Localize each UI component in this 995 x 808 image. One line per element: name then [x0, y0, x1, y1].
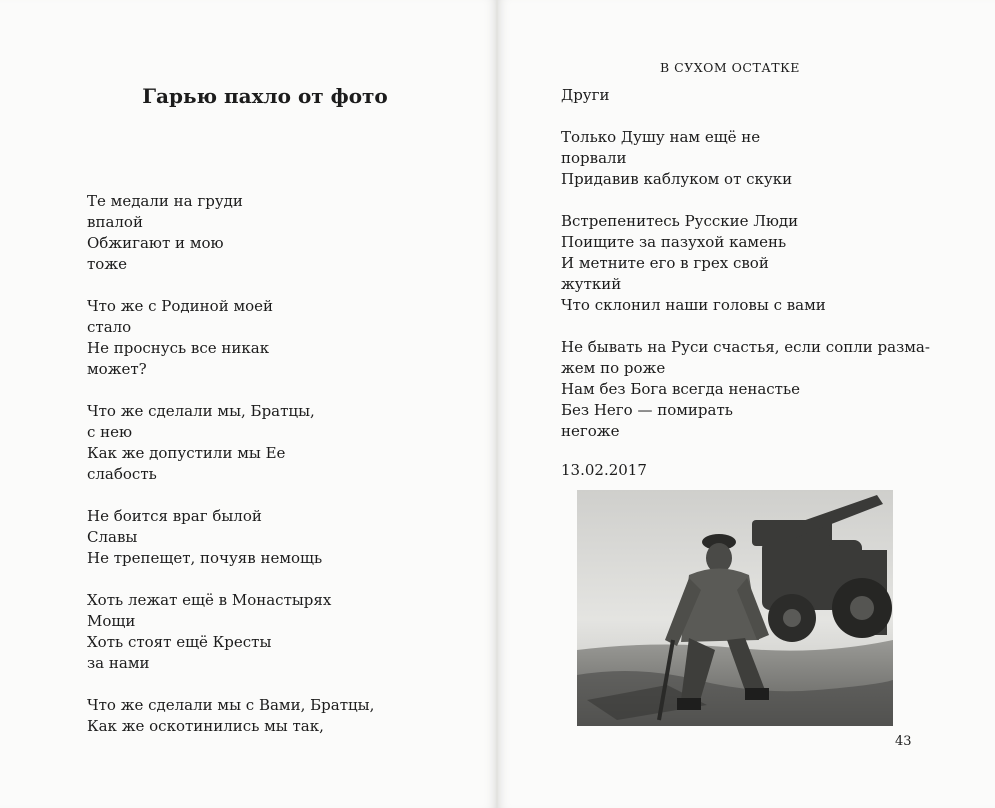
poem-line: Придавив каблуком от скуки: [561, 170, 793, 188]
poem-line: Нам без Бога всегда ненастье: [561, 380, 801, 398]
poem-line: Не трепещет, почуяв немощь: [87, 549, 323, 567]
poem-line: стало: [87, 318, 132, 336]
poem-line: жем по роже: [561, 359, 666, 377]
poem-line: тоже: [87, 255, 128, 273]
poem-line: жуткий: [561, 275, 622, 293]
poem-line: Мощи: [87, 612, 136, 630]
poem-line: Как же допустили мы Ее: [87, 444, 286, 462]
stanza: [87, 695, 417, 737]
poem-line: Не бывать на Руси счастья, если сопли разма-: [561, 338, 930, 356]
poem-line: Что же сделали мы, Братцы,: [87, 402, 315, 420]
poem-line: Без Него — помирать: [561, 401, 733, 419]
poem-title: Гарью пахло от фото: [142, 84, 388, 108]
poem-line: Обжигают и мою: [87, 234, 224, 252]
stanza: [561, 211, 911, 316]
poem-line: Не проснусь все никак: [87, 339, 270, 357]
poem-line: Те медали на груди: [87, 192, 243, 210]
poem-line: Славы: [87, 528, 138, 546]
poem-line: с нею: [87, 423, 133, 441]
poem-line: Поищите за пазухой камень: [561, 233, 787, 251]
poem-line: за нами: [87, 654, 150, 672]
poem-line: Что же сделали мы с Вами, Братцы,: [87, 696, 375, 714]
poem-line: впалой: [87, 213, 143, 231]
soldier-photo-illustration: [577, 490, 893, 726]
left-page: [0, 0, 497, 808]
stanza: [87, 296, 417, 380]
poem-line: слабость: [87, 465, 157, 483]
stanza: [87, 506, 417, 569]
running-header: В СУХОМ ОСТАТКЕ: [660, 60, 800, 75]
poem-line: порвали: [561, 149, 627, 167]
stanza: [561, 337, 930, 442]
stanza: [87, 590, 417, 674]
poem-line: негоже: [561, 422, 620, 440]
book-gutter: [496, 0, 498, 808]
page-number: 43: [895, 734, 912, 749]
poem-line: Встрепенитесь Русские Люди: [561, 212, 799, 230]
poem-line: И метните его в грех свой: [561, 254, 769, 272]
stanza: [561, 127, 911, 190]
poem-line: Хоть стоят ещё Кресты: [87, 633, 272, 651]
poem-line: Что же с Родиной моей: [87, 297, 274, 315]
poem-line: Не боится враг былой: [87, 507, 262, 525]
poem-title-right: Други: [561, 86, 610, 104]
poem-line: Только Душу нам ещё не: [561, 128, 761, 146]
poem-body-right: [561, 127, 930, 463]
poem-line: Что склонил наши головы с вами: [561, 296, 826, 314]
poem-line: может?: [87, 360, 147, 378]
poem-body: [87, 191, 417, 758]
stanza: [87, 401, 417, 485]
poem-date: 13.02.2017: [561, 461, 647, 479]
war-photo: [577, 490, 893, 726]
poem-line: Как же оскотинились мы так,: [87, 717, 324, 735]
poem-line: Хоть лежат ещё в Монастырях: [87, 591, 332, 609]
stanza: [87, 191, 417, 275]
